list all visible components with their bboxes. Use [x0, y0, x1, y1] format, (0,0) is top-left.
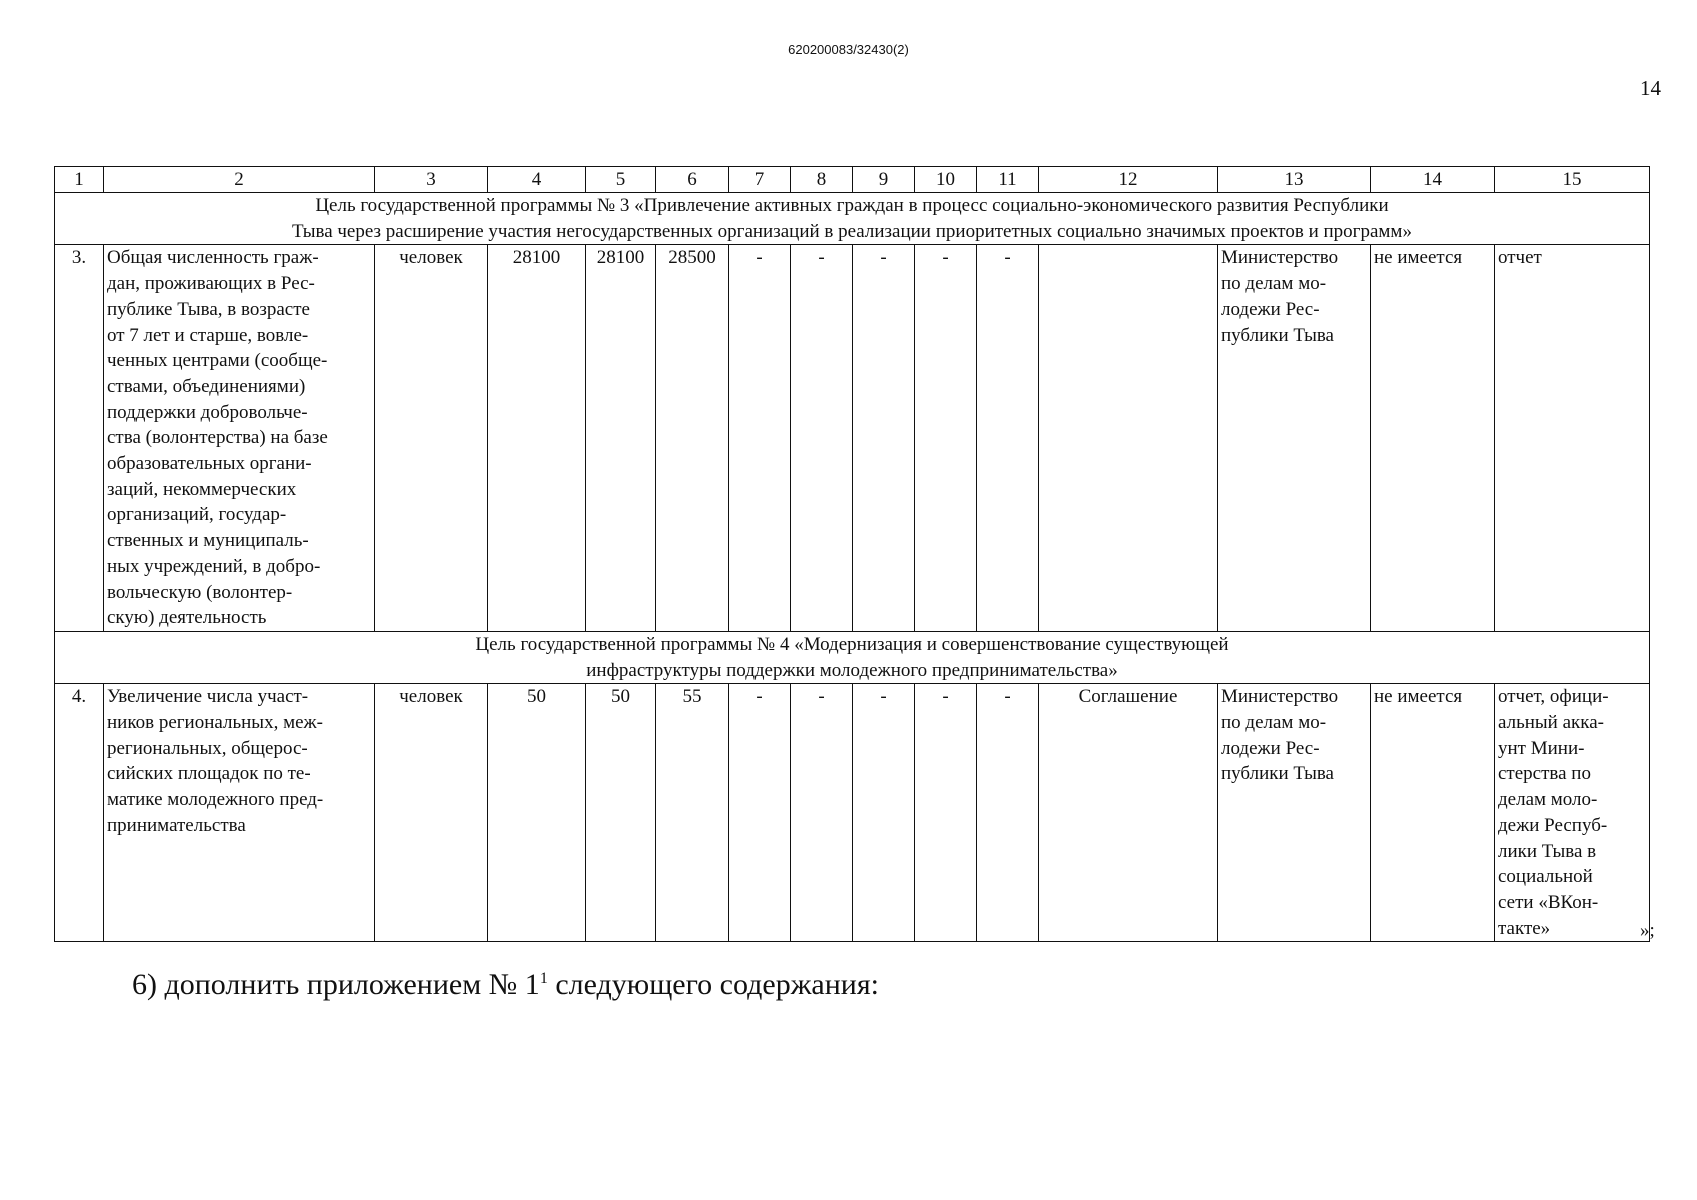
text-line: ственных и муниципаль-	[107, 530, 309, 552]
value-col-4: 28100	[488, 245, 586, 632]
value-col-5: 50	[586, 684, 656, 942]
source-of-data	[1495, 684, 1650, 942]
text-line: организаций, государ-	[107, 504, 287, 526]
value-col-10: -	[915, 684, 977, 942]
text-line: образовательных органи-	[107, 453, 312, 475]
column-number: 6	[656, 167, 729, 193]
column-number: 2	[104, 167, 375, 193]
amendment-paragraph	[132, 968, 879, 1002]
responsible-executor	[1218, 684, 1371, 942]
text-line: лодежи Рес-	[1221, 298, 1320, 320]
text-line: Министерство	[1221, 247, 1339, 269]
source-of-data	[1495, 245, 1650, 632]
text-line: принимательства	[107, 814, 246, 836]
text-line: Увеличение числа участ-	[107, 686, 309, 708]
column-number: 14	[1371, 167, 1495, 193]
row-number: 3.	[55, 245, 104, 632]
column-number: 11	[977, 167, 1039, 193]
appendix-superscript: 1	[539, 970, 548, 987]
goal-3-heading	[55, 193, 1650, 245]
indicators-table	[54, 166, 1650, 942]
document-id: 620200083/32430(2)	[788, 42, 909, 57]
amendment-text: 6) дополнить приложением № 1	[132, 968, 540, 1001]
text-line: ников региональных, меж-	[107, 712, 323, 734]
indicator-row-4	[55, 684, 1650, 942]
value-col-8: -	[791, 245, 853, 632]
column-number: 4	[488, 167, 586, 193]
column-14-value: не имеется	[1371, 684, 1495, 942]
column-number: 1	[55, 167, 104, 193]
value-col-7: -	[729, 684, 791, 942]
column-number: 8	[791, 167, 853, 193]
text-line: поддержки добровольче-	[107, 401, 308, 423]
basis-document: Соглашение	[1039, 684, 1218, 942]
text-line: публике Тыва, в возрасте	[107, 298, 310, 320]
text-line: публики Тыва	[1221, 763, 1334, 785]
basis-document	[1039, 245, 1218, 632]
unit: человек	[375, 684, 488, 942]
text-line: Министерство	[1221, 686, 1339, 708]
column-number: 9	[853, 167, 915, 193]
column-number: 10	[915, 167, 977, 193]
value-col-11: -	[977, 684, 1039, 942]
value-col-9: -	[853, 245, 915, 632]
page-number: 14	[1640, 76, 1661, 100]
text-line: ных учреждений, в добро-	[107, 555, 321, 577]
column-number: 15	[1495, 167, 1650, 193]
text-line: по делам мо-	[1221, 273, 1327, 295]
value-col-11: -	[977, 245, 1039, 632]
text-line: лодежи Рес-	[1221, 737, 1320, 759]
indicator-name	[104, 684, 375, 942]
column-14-value: не имеется	[1371, 245, 1495, 632]
value-col-7: -	[729, 245, 791, 632]
column-number: 5	[586, 167, 656, 193]
column-number: 12	[1039, 167, 1218, 193]
column-number: 13	[1218, 167, 1371, 193]
value-col-9: -	[853, 684, 915, 942]
column-number-row	[55, 167, 1650, 193]
text-line: ченных центрами (сообще-	[107, 350, 328, 372]
text-line: публики Тыва	[1221, 324, 1334, 346]
column-number: 3	[375, 167, 488, 193]
text-line: от 7 лет и старше, вовле-	[107, 324, 309, 346]
row-number: 4.	[55, 684, 104, 942]
text-line: лики Тыва в	[1498, 840, 1597, 862]
text-line: ства (волонтерства) на базе	[107, 427, 328, 449]
text-line: заций, некоммерческих	[107, 478, 297, 500]
indicator-row-3	[55, 245, 1650, 632]
text-line: отчет, офици-	[1498, 686, 1609, 708]
value-col-6: 55	[656, 684, 729, 942]
value-col-6: 28500	[656, 245, 729, 632]
goal-3-line-1: Цель государственной программы № 3 «Привлечение активных граждан в процесс социально-экономического развития Республики	[315, 195, 1389, 216]
indicator-name	[104, 245, 375, 632]
goal-3-line-2: Тыва через расширение участия негосударственных организаций в реализации приоритетных социально значимых проектов и программ»	[292, 220, 1412, 242]
goal-3-row	[55, 193, 1650, 245]
text-line: делам моло-	[1498, 789, 1598, 811]
unit: человек	[375, 245, 488, 632]
text-line: такте»	[1498, 917, 1551, 939]
value-col-4: 50	[488, 684, 586, 942]
text-line: социальной	[1498, 866, 1593, 888]
text-line: дан, проживающих в Рес-	[107, 273, 315, 295]
text-line: матике молодежного пред-	[107, 789, 324, 811]
value-col-8: -	[791, 684, 853, 942]
text-line: региональных, общерос-	[107, 737, 308, 759]
value-col-10: -	[915, 245, 977, 632]
text-line: сийских площадок по те-	[107, 763, 311, 785]
goal-4-line-1: Цель государственной программы № 4 «Модернизация и совершенствование существующей	[475, 633, 1229, 655]
responsible-executor	[1218, 245, 1371, 632]
text-line: скую) деятельность	[107, 607, 267, 629]
amendment-text-tail: следующего содержания:	[547, 968, 879, 1001]
text-line: Общая численность граж-	[107, 247, 319, 269]
text-line: отчет	[1498, 247, 1542, 269]
text-line: унт Мини-	[1498, 737, 1585, 759]
goal-4-row	[55, 631, 1650, 683]
text-line: ствами, объединениями)	[107, 375, 306, 397]
text-line: дежи Респуб-	[1498, 814, 1608, 836]
text-line: по делам мо-	[1221, 712, 1327, 734]
text-line: сети «ВКон-	[1498, 891, 1599, 913]
goal-4-heading	[55, 631, 1650, 683]
text-line: стерства по	[1498, 763, 1591, 785]
text-line: вольческую (волонтер-	[107, 581, 293, 603]
closing-quote-mark: »;	[1640, 920, 1655, 941]
column-number: 7	[729, 167, 791, 193]
value-col-5: 28100	[586, 245, 656, 632]
text-line: альный акка-	[1498, 712, 1604, 734]
goal-4-line-2: инфраструктуры поддержки молодежного предпринимательства»	[586, 659, 1118, 681]
